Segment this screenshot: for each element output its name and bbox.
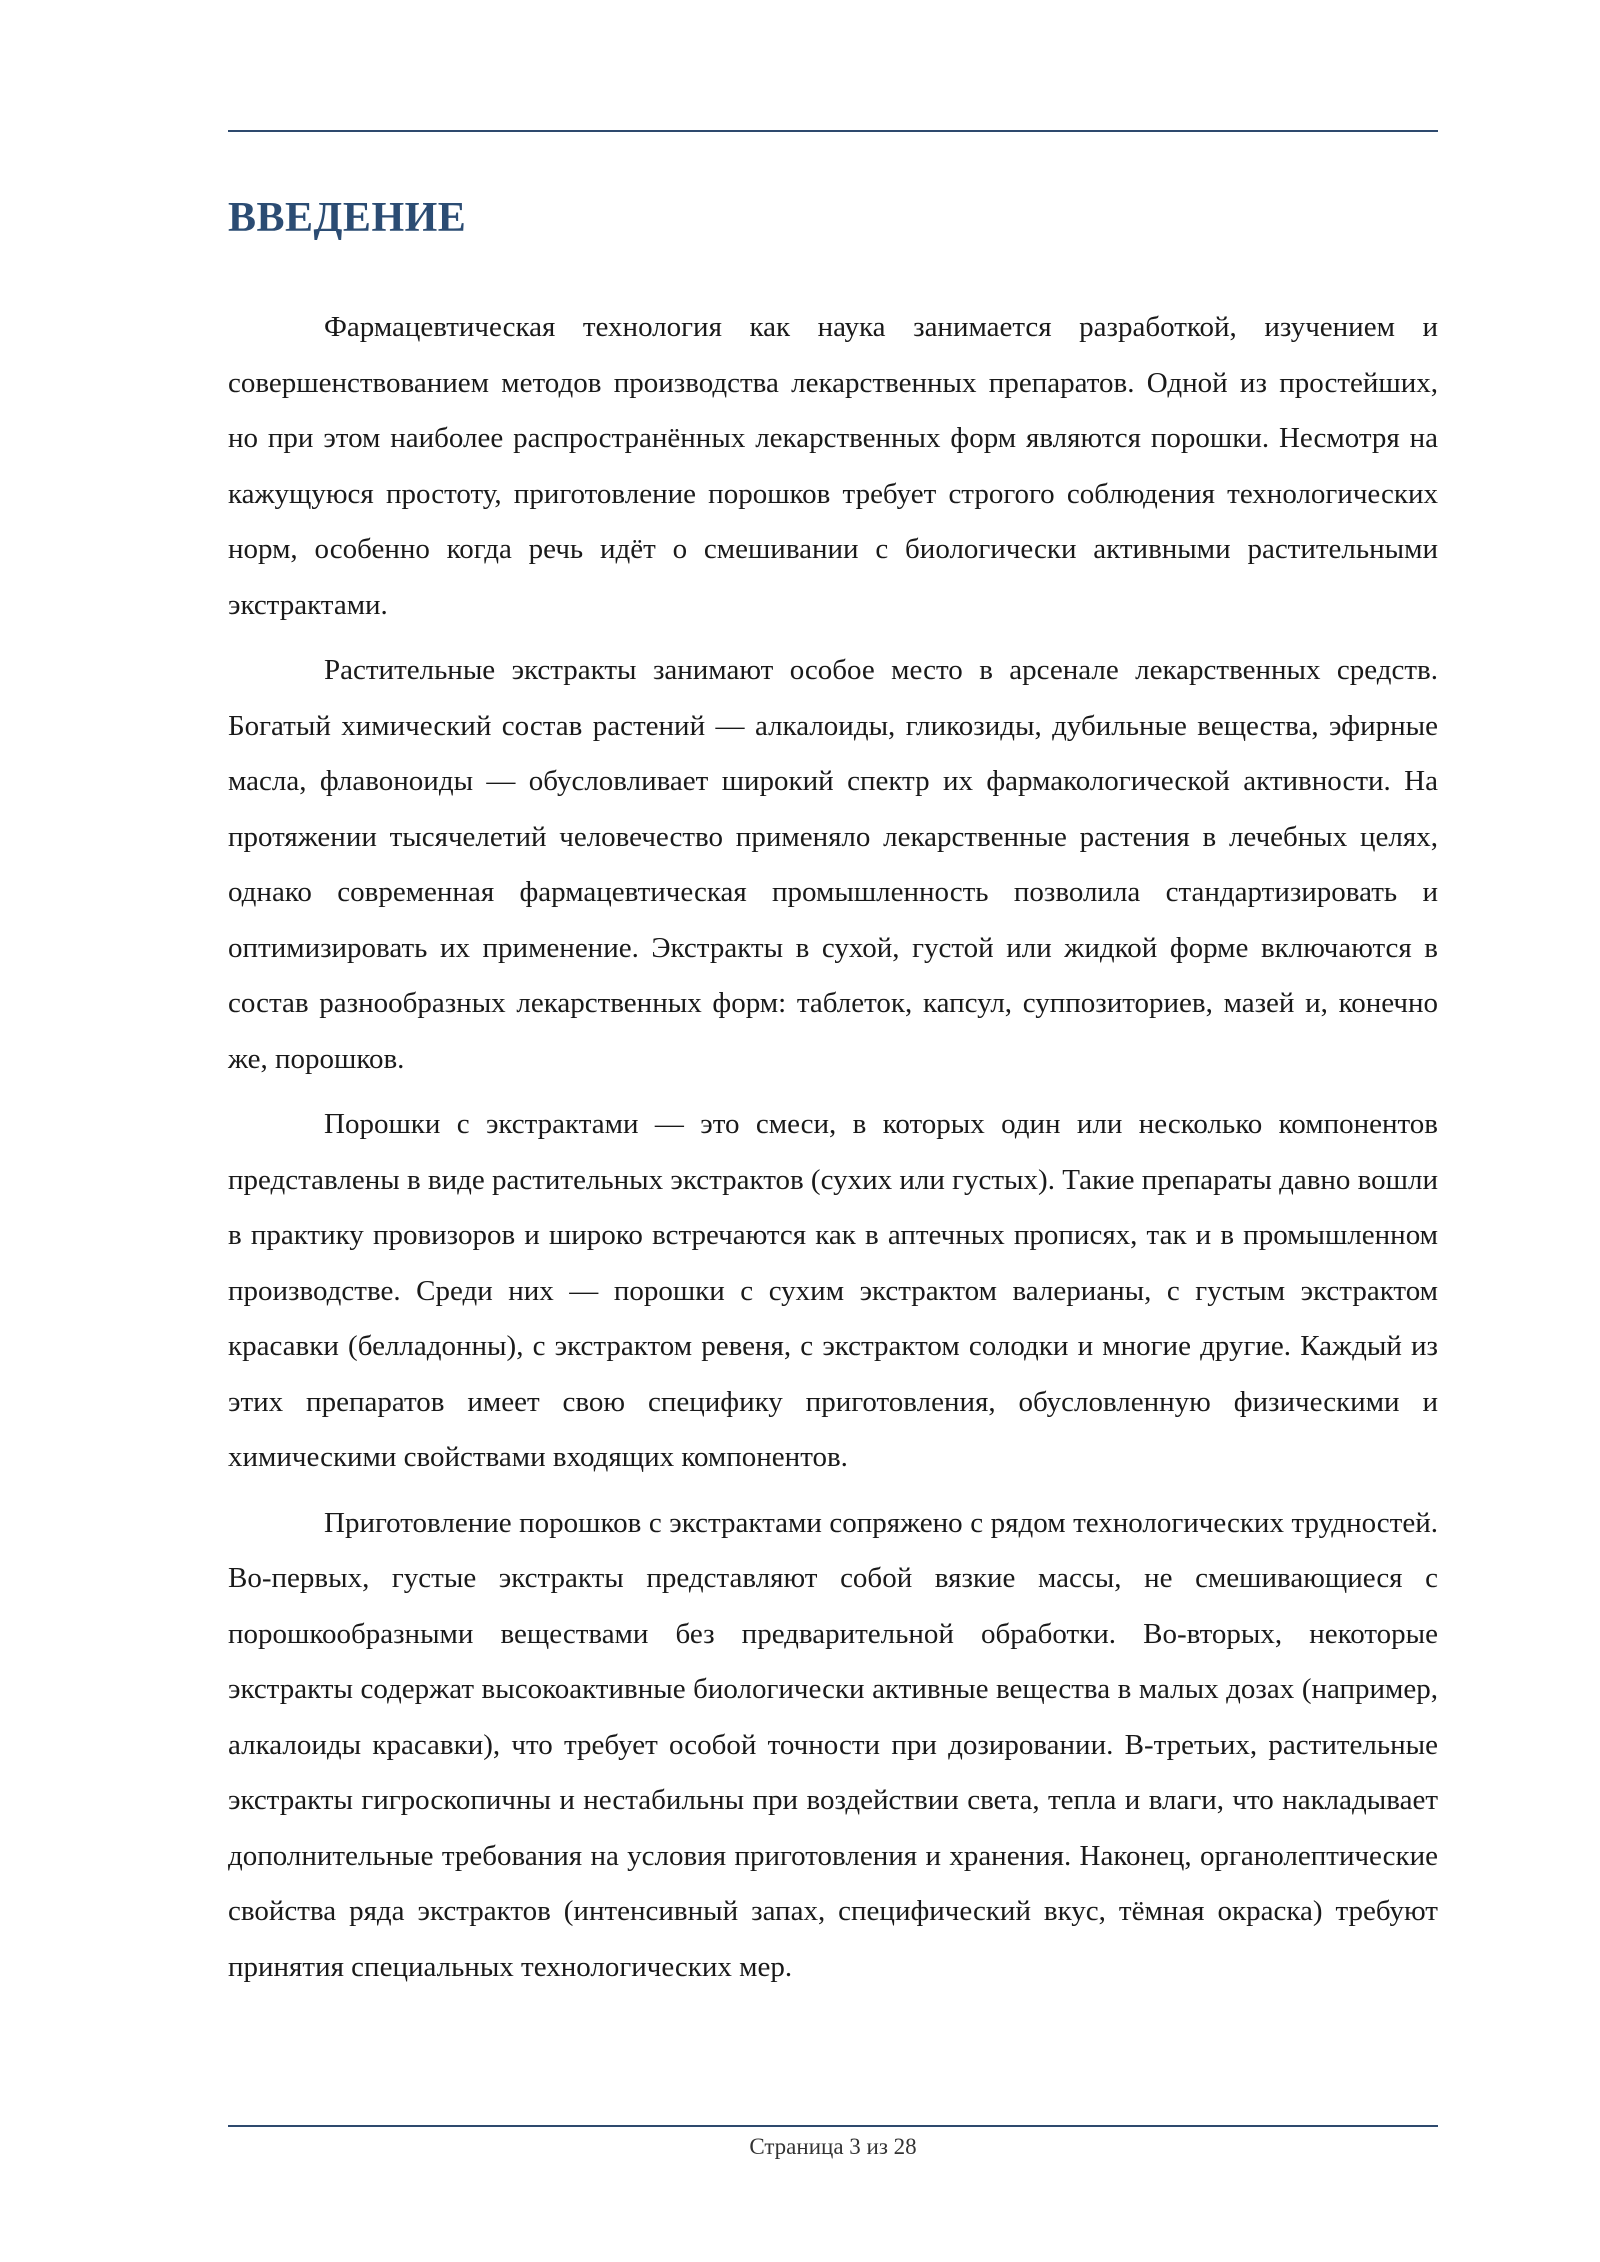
paragraph-2: Растительные экстракты занимают особое место в арсенале лекарственных средств. Богатый химический состав растений — алкалоиды, гликозиды, дубильные вещества, эфирные масла, флавоноиды — обусловливает широкий спектр их фармакологической активности. На протяжении тысячелетий человечество применяло лекарственные растения в лечебных целях, однако современная фармацевтическая промышленность позволила стандартизировать и оптимизировать их применение. Экстракты в сухой, густой или жидкой форме включаются в состав разнообразных лекарственных форм: таблеток, капсул, суппозиториев, мазей и, конечно же, порошков. bbox=[228, 654, 1438, 1075]
section-heading: ВВЕДЕНИЕ bbox=[228, 195, 467, 241]
paragraph-3: Порошки с экстрактами — это смеси, в которых один или несколько компонентов представлены в виде растительных экстрактов (сухих или густых). Такие препараты давно вошли в практику провизоров и широко встречаются как в аптечных прописях, так и в промышленном производстве. Среди них — порошки с сухим экстрактом валерианы, с густым экстрактом красавки (белладонны), с экстрактом ревеня, с экстрактом солодки и многие другие. Каждый из этих препаратов имеет свою специфику приготовления, обусловленную физическими и химическими свойствами входящих компонентов. bbox=[228, 1108, 1438, 1473]
paragraph-1: Фармацевтическая технология как наука занимается разработкой, изучением и совершенствованием методов производства лекарственных препаратов. Одной из простейших, но при этом наиболее распространённых лекарственных форм являются порошки. Несмотря на кажущуюся простоту, приготовление порошков требует строгого соблюдения технологических норм, особенно когда речь идёт о смешивании с биологически активными растительными экстрактами. bbox=[228, 311, 1438, 621]
page-number: Страница 3 из 28 bbox=[749, 2134, 917, 2159]
header-rule bbox=[228, 130, 1438, 132]
footer-rule bbox=[228, 2125, 1438, 2127]
body-text bbox=[228, 300, 1438, 2005]
paragraph-4: Приготовление порошков с экстрактами сопряжено с рядом технологических трудностей. Во-первых, густые экстракты представляют собой вязкие массы, не смешивающиеся с порошкообразными веществами без предварительной обработки. Во-вторых, некоторые экстракты содержат высокоактивные биологически активные вещества в малых дозах (например, алкалоиды красавки), что требует особой точности при дозировании. В-третьих, растительные экстракты гигроскопичны и нестабильны при воздействии света, тепла и влаги, что накладывает дополнительные требования на условия приготовления и хранения. Наконец, органолептические свойства ряда экстрактов (интенсивный запах, специфический вкус, тёмная окраска) требуют принятия специальных технологических мер. bbox=[228, 1506, 1438, 1983]
